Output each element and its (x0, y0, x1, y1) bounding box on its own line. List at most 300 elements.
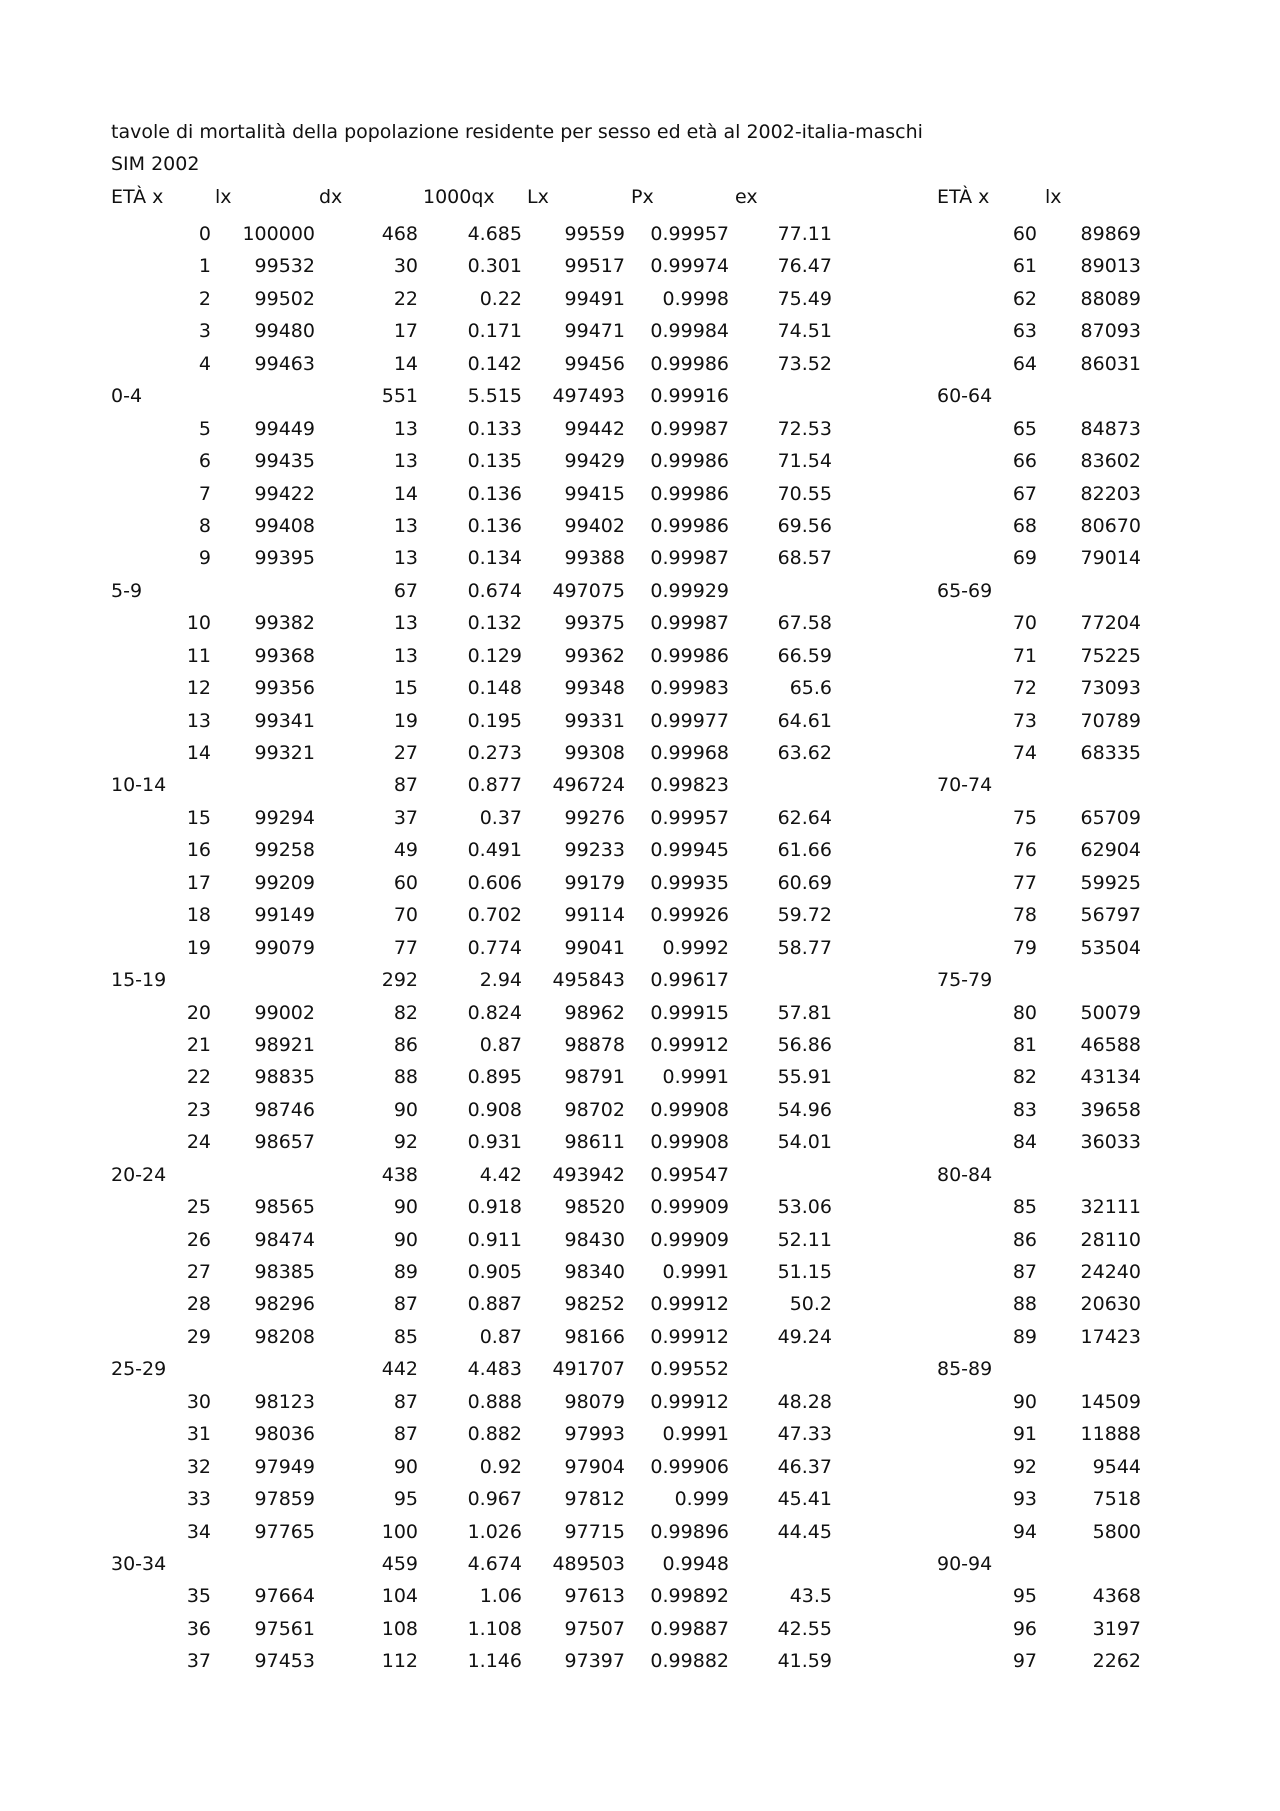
cell-lx-2: 75225 (1080, 644, 1141, 667)
cell-lx: 97949 (254, 1455, 315, 1478)
cell-dx: 89 (393, 1261, 418, 1283)
cell-age-2: 95 (1012, 1585, 1037, 1608)
table-row (0, 1061, 1280, 1093)
cell-age: 7 (198, 482, 211, 505)
cell-dx: 14 (393, 482, 418, 505)
cell-lx-2: 89013 (1080, 255, 1141, 278)
cell-age-2: 68 (1012, 514, 1037, 537)
cell-dx: 13 (393, 644, 418, 667)
cell-age-group-2: 80-84 (937, 1163, 993, 1186)
cell-ex: 56.86 (777, 1033, 832, 1056)
cell-dx: 459 (381, 1552, 418, 1575)
cell-Lx: 98962 (564, 1001, 625, 1024)
cell-Lx: 99348 (564, 677, 625, 700)
cell-lx-2: 59925 (1080, 871, 1141, 894)
cell-dx: 85 (393, 1325, 418, 1348)
cell-dx: 90 (393, 1228, 418, 1251)
cell-Lx: 496724 (552, 774, 625, 797)
page-title: tavole di mortalità della popolazione residente per sesso ed età al 2002-italia-maschi (111, 121, 923, 143)
table-row (0, 315, 1280, 347)
cell-1000qx: 1.026 (467, 1520, 522, 1543)
cell-lx-2: 5800 (1092, 1520, 1141, 1543)
table-row (0, 218, 1280, 250)
cell-age-2: 83 (1012, 1098, 1037, 1121)
cell-dx: 13 (393, 612, 418, 635)
cell-ex: 41.59 (777, 1650, 832, 1673)
cell-lx-2: 87093 (1080, 320, 1141, 343)
table-row (0, 1224, 1280, 1256)
cell-age: 31 (186, 1423, 211, 1446)
cell-dx: 100 (381, 1520, 418, 1543)
header-age: ETÀ x (111, 186, 164, 208)
cell-Px: 0.99882 (650, 1650, 729, 1673)
cell-ex: 58.77 (777, 936, 832, 959)
table-row (0, 1451, 1280, 1483)
cell-Lx: 99233 (564, 839, 625, 862)
cell-ex: 65.6 (789, 677, 832, 700)
table-row (0, 737, 1280, 769)
cell-Lx: 99456 (564, 352, 625, 375)
cell-age-2: 67 (1012, 482, 1037, 505)
cell-age: 21 (186, 1033, 211, 1056)
cell-age: 5 (198, 417, 211, 440)
cell-lx: 99341 (254, 709, 315, 732)
cell-age-2: 75 (1012, 806, 1037, 829)
cell-age-group-2: 65-69 (937, 579, 993, 602)
cell-Lx: 99429 (564, 450, 625, 473)
cell-dx: 292 (381, 969, 418, 992)
cell-age-group-2: 70-74 (937, 774, 993, 797)
cell-Lx: 99559 (564, 223, 625, 245)
cell-lx-2: 53504 (1080, 936, 1141, 959)
header-lx: lx (215, 186, 232, 208)
cell-ex: 63.62 (777, 742, 832, 764)
cell-dx: 86 (393, 1033, 418, 1056)
cell-1000qx: 0.134 (467, 547, 522, 570)
cell-age-2: 94 (1012, 1520, 1037, 1543)
cell-ex: 69.56 (777, 514, 832, 537)
cell-Px: 0.99986 (650, 644, 729, 667)
cell-dx: 90 (393, 1196, 418, 1219)
table-row (0, 348, 1280, 380)
cell-age-2: 88 (1012, 1293, 1037, 1316)
cell-1000qx: 1.108 (467, 1617, 522, 1640)
cell-age-group-2: 85-89 (937, 1358, 993, 1381)
cell-Px: 0.99945 (650, 839, 729, 862)
cell-age-2: 65 (1012, 417, 1037, 440)
cell-lx-2: 83602 (1080, 450, 1141, 473)
cell-age: 11 (186, 644, 211, 667)
cell-lx-2: 46588 (1080, 1033, 1141, 1056)
cell-lx: 99294 (254, 806, 315, 829)
cell-Px: 0.99552 (650, 1358, 729, 1381)
cell-1000qx: 0.882 (467, 1423, 522, 1446)
cell-age-group-2: 75-79 (937, 969, 993, 992)
cell-age-group: 20-24 (111, 1163, 167, 1186)
cell-lx-2: 88089 (1080, 287, 1141, 310)
cell-1000qx: 0.702 (467, 904, 522, 927)
cell-1000qx: 0.895 (467, 1066, 522, 1089)
cell-age: 13 (186, 709, 211, 732)
cell-age: 6 (198, 450, 211, 473)
cell-Lx: 98166 (564, 1325, 625, 1348)
cell-age-group: 5-9 (111, 579, 143, 602)
table-row (0, 1418, 1280, 1450)
cell-dx: 468 (381, 223, 418, 245)
cell-Lx: 493942 (552, 1163, 625, 1186)
cell-dx: 95 (393, 1488, 418, 1511)
cell-1000qx: 0.491 (467, 839, 522, 862)
table-row (0, 1191, 1280, 1223)
cell-lx-2: 24240 (1080, 1261, 1141, 1283)
cell-lx: 97859 (254, 1488, 315, 1511)
cell-lx: 99449 (254, 417, 315, 440)
group-total-row (0, 575, 1280, 607)
cell-age: 34 (186, 1520, 211, 1543)
cell-Px: 0.9991 (662, 1066, 729, 1089)
cell-lx: 98036 (254, 1423, 315, 1446)
cell-lx: 98474 (254, 1228, 315, 1251)
cell-ex: 75.49 (777, 287, 832, 310)
cell-Px: 0.99935 (650, 871, 729, 894)
cell-1000qx: 0.129 (467, 644, 522, 667)
cell-age-group: 10-14 (111, 774, 167, 797)
cell-1000qx: 0.135 (467, 450, 522, 473)
cell-Lx: 99375 (564, 612, 625, 635)
group-total-row (0, 769, 1280, 801)
cell-age-2: 82 (1012, 1066, 1037, 1089)
cell-Px: 0.99916 (650, 385, 729, 408)
cell-age-group: 0-4 (111, 385, 143, 408)
cell-lx-2: 79014 (1080, 547, 1141, 570)
cell-Px: 0.99983 (650, 677, 729, 700)
table-row (0, 1094, 1280, 1126)
cell-dx: 92 (393, 1131, 418, 1154)
cell-Px: 0.99977 (650, 709, 729, 732)
cell-ex: 48.28 (777, 1390, 832, 1413)
cell-Lx: 497075 (552, 579, 625, 602)
cell-dx: 49 (393, 839, 418, 862)
cell-age: 35 (186, 1585, 211, 1608)
cell-Px: 0.99908 (650, 1131, 729, 1154)
cell-1000qx: 0.774 (467, 936, 522, 959)
cell-age-2: 81 (1012, 1033, 1037, 1056)
table-row (0, 542, 1280, 574)
cell-lx-2: 36033 (1080, 1131, 1141, 1154)
cell-lx: 100000 (242, 223, 315, 245)
cell-ex: 77.11 (777, 223, 832, 245)
cell-age-2: 86 (1012, 1228, 1037, 1251)
cell-1000qx: 0.606 (467, 871, 522, 894)
cell-dx: 551 (381, 385, 418, 408)
cell-Px: 0.99892 (650, 1585, 729, 1608)
cell-Px: 0.99987 (650, 417, 729, 440)
cell-1000qx: 0.674 (467, 579, 522, 602)
cell-dx: 27 (393, 742, 418, 764)
cell-lx: 98921 (254, 1033, 315, 1056)
cell-dx: 13 (393, 417, 418, 440)
cell-Px: 0.9948 (662, 1552, 729, 1575)
cell-ex: 61.66 (777, 839, 832, 862)
cell-lx: 99435 (254, 450, 315, 473)
mortality-table (0, 218, 1280, 1678)
cell-lx-2: 50079 (1080, 1001, 1141, 1024)
page-subtitle: SIM 2002 (111, 153, 200, 175)
cell-1000qx: 0.967 (467, 1488, 522, 1511)
cell-age-group: 15-19 (111, 969, 167, 992)
cell-lx: 98746 (254, 1098, 315, 1121)
cell-age: 27 (186, 1261, 211, 1283)
table-row (0, 932, 1280, 964)
cell-lx: 97561 (254, 1617, 315, 1640)
cell-age: 8 (198, 514, 211, 537)
cell-Lx: 98611 (564, 1131, 625, 1154)
cell-age-2: 97 (1012, 1650, 1037, 1673)
cell-age: 32 (186, 1455, 211, 1478)
cell-dx: 70 (393, 904, 418, 927)
cell-lx-2: 65709 (1080, 806, 1141, 829)
table-row (0, 1613, 1280, 1645)
cell-ex: 43.5 (789, 1585, 832, 1608)
cell-ex: 72.53 (777, 417, 832, 440)
cell-age-2: 63 (1012, 320, 1037, 343)
cell-Px: 0.99957 (650, 223, 729, 245)
cell-lx-2: 80670 (1080, 514, 1141, 537)
table-row (0, 445, 1280, 477)
cell-ex: 54.01 (777, 1131, 832, 1154)
cell-1000qx: 0.908 (467, 1098, 522, 1121)
header-lx-2: lx (1045, 186, 1062, 208)
table-row (0, 1256, 1280, 1288)
cell-1000qx: 0.133 (467, 417, 522, 440)
cell-ex: 74.51 (777, 320, 832, 343)
group-total-row (0, 1159, 1280, 1191)
cell-ex: 59.72 (777, 904, 832, 927)
cell-ex: 57.81 (777, 1001, 832, 1024)
cell-dx: 82 (393, 1001, 418, 1024)
cell-dx: 22 (393, 287, 418, 310)
cell-lx: 97453 (254, 1650, 315, 1673)
cell-1000qx: 0.148 (467, 677, 522, 700)
cell-Px: 0.99926 (650, 904, 729, 927)
cell-1000qx: 0.195 (467, 709, 522, 732)
group-total-row (0, 964, 1280, 996)
cell-Px: 0.99986 (650, 514, 729, 537)
cell-dx: 14 (393, 352, 418, 375)
cell-Px: 0.99909 (650, 1228, 729, 1251)
cell-Lx: 99114 (564, 904, 625, 927)
cell-1000qx: 0.87 (479, 1325, 522, 1348)
cell-lx-2: 56797 (1080, 904, 1141, 927)
cell-age: 22 (186, 1066, 211, 1089)
cell-Px: 0.99986 (650, 450, 729, 473)
cell-lx: 99395 (254, 547, 315, 570)
cell-lx-2: 39658 (1080, 1098, 1141, 1121)
cell-lx-2: 14509 (1080, 1390, 1141, 1413)
cell-ex: 54.96 (777, 1098, 832, 1121)
table-row (0, 1029, 1280, 1061)
cell-ex: 60.69 (777, 871, 832, 894)
cell-ex: 76.47 (777, 255, 832, 278)
cell-lx-2: 62904 (1080, 839, 1141, 862)
cell-Lx: 98878 (564, 1033, 625, 1056)
cell-1000qx: 0.824 (467, 1001, 522, 1024)
cell-1000qx: 4.483 (467, 1358, 522, 1381)
cell-lx-2: 32111 (1080, 1196, 1141, 1219)
table-row (0, 1483, 1280, 1515)
cell-age-2: 64 (1012, 352, 1037, 375)
cell-lx-2: 2262 (1092, 1650, 1141, 1673)
cell-dx: 90 (393, 1455, 418, 1478)
cell-dx: 17 (393, 320, 418, 343)
cell-age: 33 (186, 1488, 211, 1511)
cell-age-2: 92 (1012, 1455, 1037, 1478)
cell-age: 4 (198, 352, 211, 375)
cell-lx-2: 43134 (1080, 1066, 1141, 1089)
cell-dx: 13 (393, 450, 418, 473)
cell-dx: 438 (381, 1163, 418, 1186)
cell-age-2: 70 (1012, 612, 1037, 635)
cell-1000qx: 0.132 (467, 612, 522, 635)
cell-dx: 108 (381, 1617, 418, 1640)
cell-age: 15 (186, 806, 211, 829)
cell-age: 16 (186, 839, 211, 862)
cell-age-2: 66 (1012, 450, 1037, 473)
cell-lx: 98565 (254, 1196, 315, 1219)
cell-dx: 87 (393, 774, 418, 797)
cell-lx: 98296 (254, 1293, 315, 1316)
cell-Lx: 98079 (564, 1390, 625, 1413)
cell-Lx: 99415 (564, 482, 625, 505)
cell-Px: 0.99912 (650, 1325, 729, 1348)
cell-lx: 99002 (254, 1001, 315, 1024)
table-row (0, 1288, 1280, 1320)
cell-Lx: 99331 (564, 709, 625, 732)
cell-lx: 99382 (254, 612, 315, 635)
cell-lx-2: 11888 (1080, 1423, 1141, 1446)
cell-age-2: 73 (1012, 709, 1037, 732)
cell-Lx: 98430 (564, 1228, 625, 1251)
cell-lx: 98385 (254, 1261, 315, 1283)
cell-lx-2: 7518 (1092, 1488, 1141, 1511)
header-ex: ex (735, 186, 758, 208)
cell-age: 28 (186, 1293, 211, 1316)
cell-lx: 99463 (254, 352, 315, 375)
cell-1000qx: 0.171 (467, 320, 522, 343)
cell-dx: 60 (393, 871, 418, 894)
cell-Lx: 495843 (552, 969, 625, 992)
cell-age: 37 (186, 1650, 211, 1673)
cell-lx: 99502 (254, 287, 315, 310)
table-row (0, 1645, 1280, 1677)
cell-Px: 0.99887 (650, 1617, 729, 1640)
table-row (0, 1516, 1280, 1548)
group-total-row (0, 380, 1280, 412)
cell-ex: 42.55 (777, 1617, 832, 1640)
cell-1000qx: 0.931 (467, 1131, 522, 1154)
cell-lx-2: 17423 (1080, 1325, 1141, 1348)
cell-Lx: 99517 (564, 255, 625, 278)
cell-1000qx: 0.887 (467, 1293, 522, 1316)
cell-1000qx: 0.92 (479, 1455, 522, 1478)
cell-dx: 88 (393, 1066, 418, 1089)
cell-ex: 53.06 (777, 1196, 832, 1219)
cell-lx: 99321 (254, 742, 315, 764)
cell-1000qx: 0.37 (479, 806, 522, 829)
cell-age: 36 (186, 1617, 211, 1640)
cell-1000qx: 0.136 (467, 514, 522, 537)
cell-Lx: 97507 (564, 1617, 625, 1640)
cell-Lx: 99276 (564, 806, 625, 829)
cell-ex: 47.33 (777, 1423, 832, 1446)
cell-lx-2: 68335 (1080, 742, 1141, 764)
cell-lx-2: 20630 (1080, 1293, 1141, 1316)
cell-1000qx: 0.911 (467, 1228, 522, 1251)
table-row (0, 510, 1280, 542)
cell-age-2: 85 (1012, 1196, 1037, 1219)
cell-1000qx: 4.42 (479, 1163, 522, 1186)
table-row (0, 1386, 1280, 1418)
cell-ex: 70.55 (777, 482, 832, 505)
table-row (0, 834, 1280, 866)
cell-ex: 51.15 (777, 1261, 832, 1283)
cell-dx: 13 (393, 514, 418, 537)
cell-Lx: 98520 (564, 1196, 625, 1219)
cell-Lx: 99179 (564, 871, 625, 894)
cell-Px: 0.99957 (650, 806, 729, 829)
cell-Px: 0.99908 (650, 1098, 729, 1121)
table-row (0, 802, 1280, 834)
header-age-2: ETÀ x (937, 186, 990, 208)
table-row (0, 1580, 1280, 1612)
cell-1000qx: 2.94 (479, 969, 522, 992)
cell-age-2: 72 (1012, 677, 1037, 700)
cell-age-2: 78 (1012, 904, 1037, 927)
cell-Lx: 97613 (564, 1585, 625, 1608)
cell-age: 10 (186, 612, 211, 635)
cell-1000qx: 4.674 (467, 1552, 522, 1575)
cell-age-2: 61 (1012, 255, 1037, 278)
cell-age: 9 (198, 547, 211, 570)
cell-1000qx: 0.918 (467, 1196, 522, 1219)
cell-dx: 30 (393, 255, 418, 278)
cell-dx: 104 (381, 1585, 418, 1608)
group-total-row (0, 1548, 1280, 1580)
cell-ex: 73.52 (777, 352, 832, 375)
cell-lx-2: 3197 (1092, 1617, 1141, 1640)
cell-lx-2: 89869 (1080, 223, 1141, 245)
cell-Lx: 99362 (564, 644, 625, 667)
cell-Px: 0.9991 (662, 1423, 729, 1446)
cell-1000qx: 0.301 (467, 255, 522, 278)
table-row (0, 640, 1280, 672)
cell-Lx: 98340 (564, 1261, 625, 1283)
cell-ex: 68.57 (777, 547, 832, 570)
table-row (0, 413, 1280, 445)
table-row (0, 478, 1280, 510)
cell-age-group: 25-29 (111, 1358, 167, 1381)
cell-lx: 98835 (254, 1066, 315, 1089)
cell-lx-2: 9544 (1092, 1455, 1141, 1478)
cell-Px: 0.9991 (662, 1261, 729, 1283)
cell-lx: 99356 (254, 677, 315, 700)
cell-Lx: 99471 (564, 320, 625, 343)
cell-Lx: 97397 (564, 1650, 625, 1673)
cell-lx-2: 28110 (1080, 1228, 1141, 1251)
cell-lx: 99149 (254, 904, 315, 927)
cell-age-2: 84 (1012, 1131, 1037, 1154)
cell-age-group: 30-34 (111, 1552, 167, 1575)
